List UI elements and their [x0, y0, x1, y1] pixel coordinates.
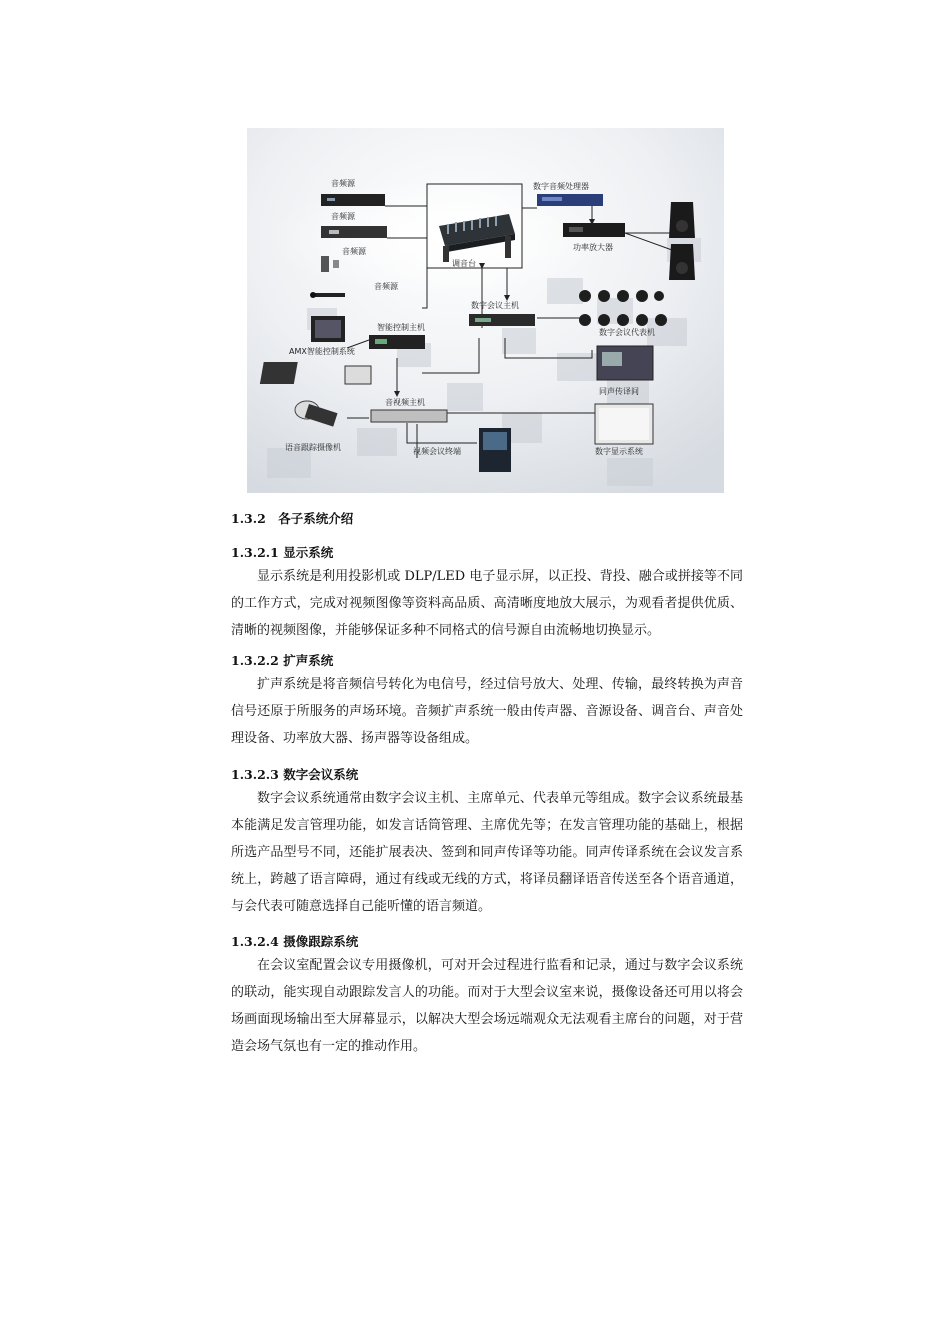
- label-conference-host: 数字会议主机: [471, 301, 519, 310]
- label-amplifier: 功率放大器: [573, 243, 613, 252]
- label-amx-system: AMX智能控制系统: [289, 347, 355, 356]
- section-heading-sound-system: 1.3.2.2 扩声系统: [231, 653, 334, 668]
- section-heading-1-3-2: 1.3.2 各子系统介绍: [231, 511, 354, 526]
- label-digital-display: 数字显示系统: [595, 447, 643, 456]
- label-delegate-units: 数字会议代表机: [599, 328, 655, 337]
- system-diagram: [247, 128, 724, 493]
- paragraph-conference-system: 数字会议系统通常由数字会议主机、主席单元、代表单元等组成。数字会议系统最基本能满足发言管理功能，如发言话筒管理、主席优先等；在发言管理功能的基础上，根据所选产品型号不同，还能扩展表决、签到和同声传译等功能。同声传译系统在会议发言系统上，跨越了语言障碍，通过有线或无线的方式，将译员翻译语音传送至各个语音通道，与会代表可随意选择自己能听懂的语言频道。: [231, 791, 743, 914]
- label-mixer: 调音台: [452, 259, 476, 268]
- paragraph-display-system: 显示系统是利用投影机或 DLP/LED 电子显示屏，以正投、背投、融合或拼接等不同的工作方式，完成对视频图像等资料高品质、高清晰度地放大展示，为观看者提供优质、清晰的视频图像，并能够保证多种不同格式的信号源自由流畅地切换显示。: [231, 569, 743, 638]
- label-video-terminal: 视频会议终端: [413, 447, 461, 456]
- label-tracking-camera: 语音跟踪摄像机: [285, 443, 341, 452]
- label-audio-source-1: 音频源: [331, 179, 355, 188]
- section-heading-display-system: 1.3.2.1 显示系统: [231, 545, 334, 560]
- section-heading-camera-tracking: 1.3.2.4 摄像跟踪系统: [231, 934, 359, 949]
- paragraph-camera-tracking: 在会议室配置会议专用摄像机，可对开会过程进行监看和记录，通过与数字会议系统的联动，能实现自动跟踪发言人的功能。而对于大型会议室来说，摄像设备还可用以将会场画面现场输出至大屏幕显示，以解决大型会场远端观众无法观看主席台的问题，对于营造会场气氛也有一定的推动作用。: [231, 958, 743, 1054]
- label-dsp: 数字音频处理器: [533, 182, 589, 191]
- label-av-host: 音视频主机: [385, 398, 425, 407]
- paragraph-sound-system: 扩声系统是将音频信号转化为电信号，经过信号放大、处理、传输，最终转换为声音信号还原于所服务的声场环境。音频扩声系统一般由传声器、音源设备、调音台、声音处理设备、功率放大器、扬声器等设备组成。: [231, 677, 743, 746]
- label-audio-source-3: 音频源: [342, 247, 366, 256]
- label-audio-source-4: 音频源: [374, 282, 398, 291]
- label-interpretation-room: 同声传译间: [599, 387, 639, 396]
- label-audio-source-2: 音频源: [331, 212, 355, 221]
- section-heading-conference-system: 1.3.2.3 数字会议系统: [231, 767, 359, 782]
- label-smart-control-host: 智能控制主机: [377, 323, 425, 332]
- av-host-device: [371, 410, 447, 422]
